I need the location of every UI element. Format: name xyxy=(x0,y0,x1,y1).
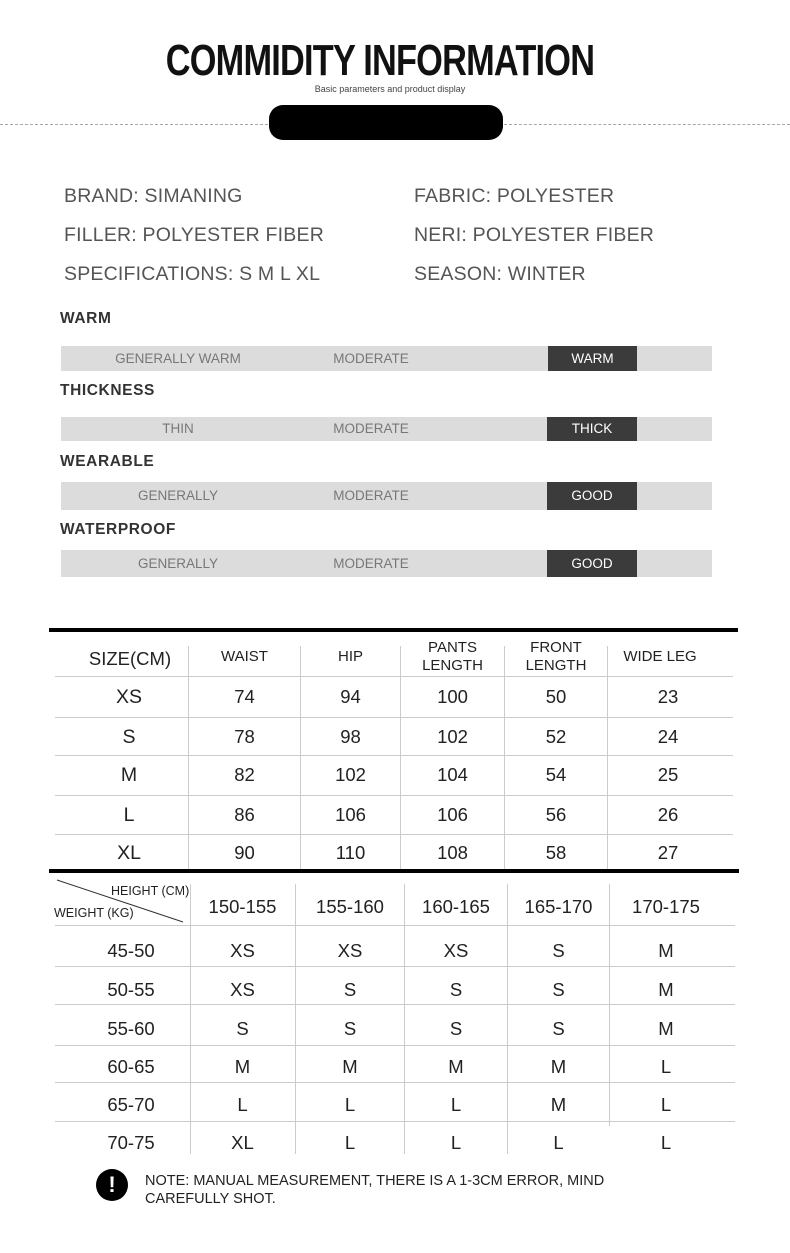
fit-weight-cell: 70-75 xyxy=(107,1132,155,1153)
size-value-cell: 50 xyxy=(545,686,567,707)
size-label-cell: M xyxy=(120,764,138,786)
fit-table-hline xyxy=(55,1082,735,1083)
attr-label-waterproof: WATERPROOF xyxy=(60,521,176,538)
size-value-cell: 56 xyxy=(545,804,567,825)
fit-size-cell: S xyxy=(449,1018,463,1039)
size-label-cell: XS xyxy=(115,686,142,708)
fit-size-cell: S xyxy=(236,1018,249,1039)
scale-option-selected: GOOD xyxy=(547,550,637,577)
fit-height-header: 165-170 xyxy=(524,896,593,917)
size-label-cell: S xyxy=(122,726,136,748)
fit-size-cell: M xyxy=(550,1056,567,1077)
fit-table-hline xyxy=(55,1045,735,1046)
size-value-cell: 110 xyxy=(335,842,366,863)
size-table-top-rule xyxy=(49,628,738,632)
fit-size-cell: XS xyxy=(337,940,363,961)
attr-label-thickness: THICKNESS xyxy=(60,382,155,399)
size-value-cell: 26 xyxy=(657,804,679,825)
fit-size-cell: M xyxy=(234,1056,251,1077)
size-value-cell: 74 xyxy=(234,686,255,707)
size-value-cell: 100 xyxy=(437,686,468,707)
fit-size-cell: M xyxy=(550,1094,567,1115)
size-table-vline xyxy=(400,646,401,869)
scale-option: GENERALLY xyxy=(137,488,219,503)
header-pill xyxy=(269,105,503,140)
fit-size-cell: L xyxy=(344,1094,356,1115)
scale-option: MODERATE xyxy=(333,421,409,436)
scale-option-selected: WARM xyxy=(548,346,637,371)
fit-table-hline xyxy=(55,1121,735,1122)
size-value-cell: 54 xyxy=(545,764,567,785)
size-value-cell: 108 xyxy=(437,842,468,863)
fit-table-hline xyxy=(55,925,735,926)
fit-size-cell: S xyxy=(552,1018,565,1039)
fit-height-header: 170-175 xyxy=(632,896,700,917)
spec-season: SEASON: WINTER xyxy=(414,263,586,285)
size-table-hline xyxy=(55,717,733,718)
size-label-cell: L xyxy=(123,804,135,826)
spec-neri: NERI: POLYESTER FIBER xyxy=(414,224,655,246)
fit-size-cell: M xyxy=(658,1018,674,1039)
fit-size-cell: L xyxy=(660,1132,672,1153)
fit-weight-cell: 45-50 xyxy=(107,940,155,961)
size-table-hline xyxy=(55,676,733,677)
scale-option: MODERATE xyxy=(333,351,409,366)
fit-size-cell: M xyxy=(658,979,674,1000)
size-header-cell: PANTS LENGTH xyxy=(422,639,483,674)
size-header-cell: HIP xyxy=(337,648,363,665)
fit-size-cell: XS xyxy=(230,940,255,961)
size-value-cell: 94 xyxy=(340,686,361,707)
scale-option: MODERATE xyxy=(333,556,409,571)
scale-option: MODERATE xyxy=(333,488,409,503)
fit-table-hline xyxy=(55,966,735,967)
scale-option: GENERALLY xyxy=(137,556,219,571)
exclamation-icon: ! xyxy=(96,1169,128,1201)
fit-size-cell: L xyxy=(237,1094,248,1115)
fit-height-header: 160-165 xyxy=(422,896,490,917)
fit-weight-cell: 65-70 xyxy=(107,1094,155,1115)
fit-size-cell: L xyxy=(660,1094,672,1115)
size-value-cell: 106 xyxy=(335,804,366,825)
fit-size-cell: M xyxy=(342,1056,358,1077)
size-value-cell: 98 xyxy=(340,726,361,747)
spec-specifications: SPECIFICATIONS: S M L XL xyxy=(64,263,321,285)
size-value-cell: 23 xyxy=(657,686,679,707)
page-subtitle: Basic parameters and product display xyxy=(314,84,466,94)
fit-size-cell: XS xyxy=(230,979,255,1000)
fit-weight-cell: 50-55 xyxy=(107,979,155,1000)
fit-size-cell: L xyxy=(553,1132,564,1153)
scale-bar-waterproof xyxy=(61,550,712,577)
fit-height-header: 155-160 xyxy=(316,896,384,917)
fit-table-vline xyxy=(609,884,610,1126)
size-value-cell: 78 xyxy=(234,726,255,747)
fit-size-cell: L xyxy=(344,1132,356,1153)
fit-size-cell: S xyxy=(343,1018,357,1039)
size-table-hline xyxy=(55,755,733,756)
fit-size-cell: S xyxy=(552,979,565,1000)
fit-size-cell: XL xyxy=(231,1132,254,1153)
size-header-cell: FRONT LENGTH xyxy=(525,639,587,674)
size-value-cell: 102 xyxy=(335,764,366,785)
fit-weight-cell: 60-65 xyxy=(107,1056,155,1077)
size-value-cell: 58 xyxy=(545,842,567,863)
fit-table-hline xyxy=(55,1004,735,1005)
fit-size-cell: M xyxy=(448,1056,464,1077)
spec-filler: FILLER: POLYESTER FIBER xyxy=(64,224,324,246)
size-table-vline xyxy=(607,646,608,869)
fit-height-header: 150-155 xyxy=(208,896,277,917)
size-value-cell: 27 xyxy=(657,842,679,863)
size-table-vline xyxy=(300,646,301,869)
fit-weight-cell: 55-60 xyxy=(107,1018,155,1039)
fit-size-cell: M xyxy=(658,940,674,961)
scale-bar-wearable xyxy=(61,482,712,510)
size-value-cell: 90 xyxy=(234,842,255,863)
attr-label-wearable: WEARABLE xyxy=(60,453,155,470)
fit-size-cell: S xyxy=(343,979,357,1000)
fit-size-cell: XS xyxy=(443,940,469,961)
dashed-divider-left xyxy=(0,124,268,125)
note-text: NOTE: MANUAL MEASUREMENT, THERE IS A 1-3CM ERROR, MIND CAREFULLY SHOT. xyxy=(145,1173,605,1207)
fit-corner-height-label: HEIGHT (CM) xyxy=(111,884,190,898)
fit-size-cell: S xyxy=(552,940,565,961)
fit-size-cell: L xyxy=(450,1094,462,1115)
size-value-cell: 82 xyxy=(234,764,255,785)
size-value-cell: 104 xyxy=(437,764,468,785)
fit-size-cell: L xyxy=(660,1056,672,1077)
size-table-vline xyxy=(504,646,505,869)
size-value-cell: 25 xyxy=(657,764,679,785)
size-header-cell: WAIST xyxy=(221,648,268,665)
scale-option-selected: GOOD xyxy=(547,482,637,510)
size-table-hline xyxy=(55,795,733,796)
size-table-hline xyxy=(55,834,733,835)
size-label-cell: XL xyxy=(117,842,141,864)
spec-fabric: FABRIC: POLYESTER xyxy=(414,185,615,207)
size-value-cell: 86 xyxy=(234,804,255,825)
spec-brand: BRAND: SIMANING xyxy=(64,185,243,207)
fit-size-cell: S xyxy=(449,979,463,1000)
size-value-cell: 102 xyxy=(437,726,468,747)
fit-size-cell: L xyxy=(450,1132,462,1153)
scale-option-selected: THICK xyxy=(547,417,637,441)
fit-corner-weight-label: WEIGHT (KG) xyxy=(54,906,134,920)
scale-bar-thickness xyxy=(61,417,712,441)
attr-label-warm: WARM xyxy=(60,310,112,327)
size-value-cell: 106 xyxy=(437,804,468,825)
page-title: COMMIDITY INFORMATION xyxy=(165,36,595,85)
scale-option: GENERALLY WARM xyxy=(115,351,241,366)
size-value-cell: 52 xyxy=(545,726,567,747)
size-value-cell: 24 xyxy=(657,726,679,747)
size-header-cell: WIDE LEG xyxy=(623,648,697,665)
size-header-cell: SIZE(CM) xyxy=(88,648,172,669)
size-table-vline xyxy=(188,646,189,869)
size-table-bottom-rule xyxy=(49,869,739,873)
scale-bar-warm xyxy=(61,346,712,371)
dashed-divider-right xyxy=(504,124,790,125)
scale-option: THIN xyxy=(162,421,194,436)
